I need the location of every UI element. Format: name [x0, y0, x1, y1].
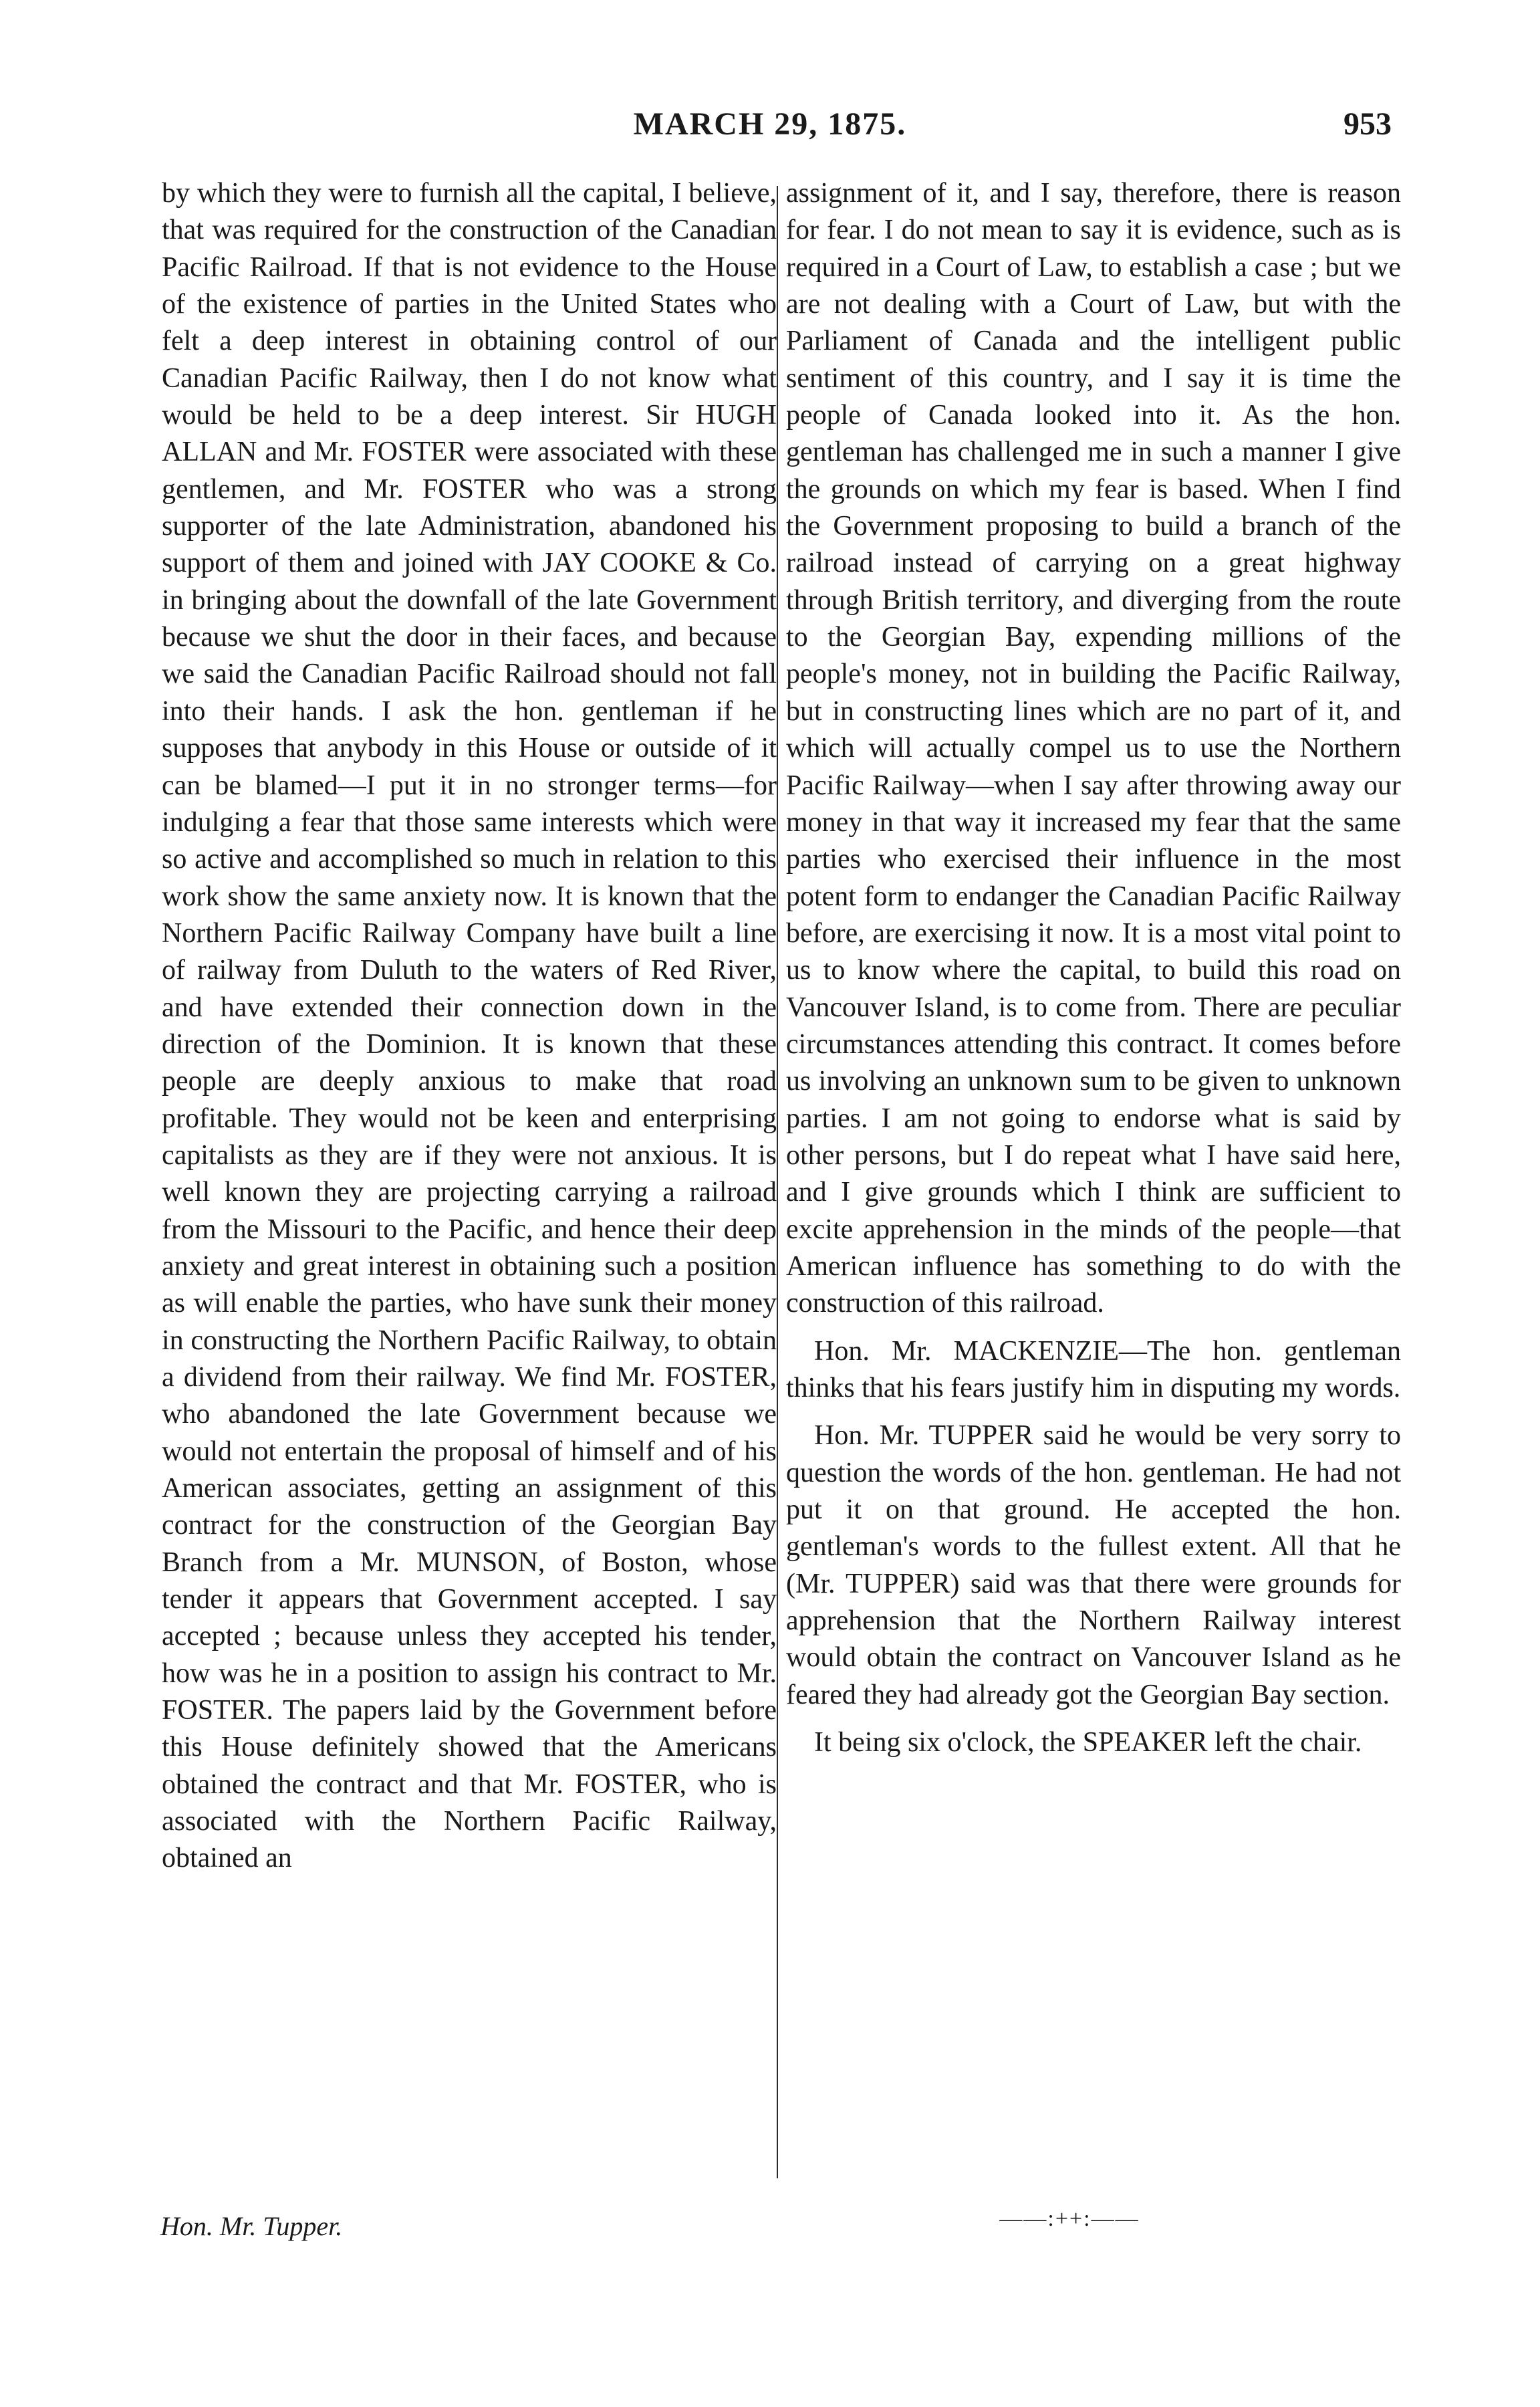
section-separator: ——:++:—— [999, 2206, 1140, 2231]
header-date: MARCH 29, 1875. [633, 106, 907, 142]
right-paragraph-3: Hon. Mr. TUPPER said he would be very sorry to question the words of the hon. gentleman. He had not put it on that ground. He accepted the hon. gentleman's words to the fullest extent. All that he (Mr. TUPPER) said was that there were grounds for apprehension that the Northern Railway interest would obtain the contract on Vancouver Island as he feared they had already got the Georgian Bay section. [786, 1420, 1401, 1710]
right-paragraph-4: It being six o'clock, the SPEAKER left the chair. [814, 1727, 1362, 1758]
speaker-footer: Hon. Mr. Tupper. [160, 2211, 343, 2241]
column-rule [777, 186, 778, 2178]
right-paragraph-2: Hon. Mr. MACKENZIE—The hon. gentleman thinks that his fears justify him in disputing my words. [786, 1335, 1401, 1403]
left-paragraph-1: by which they were to furnish all the capital, I believe, that was required for the construction of the Canadian Pacific Railroad. If that is not evidence to the House of the existence of parties in the United States who felt a deep interest in obtaining control of our Canadian Pacific Railway, then I do not know what would be held to be a deep interest. Sir HUGH ALLAN and Mr. FOSTER were associated with these gentlemen, and Mr. FOSTER who was a strong supporter of the late Administration, abandoned his support of them and joined with JAY COOKE & Co. in bringing about the downfall of the late Government because we shut the door in their faces, and because we said the Canadian Pacific Railroad should not fall into their hands. I ask the hon. gentleman if he supposes that anybody in this House or outside of it can be blamed—I put it in no stronger terms—for indulging a fear that those same interests which were so active and accomplished so much in relation to this work show the same anxiety now. It is known that the Northern Pacific Railway Company have built a line of railway from Duluth to the waters of Red River, and have extended their connection down in the direction of the Dominion. It is known that these people are deeply anxious to make that road profitable. They would not be keen and enterprising capitalists as they are if they were not anxious. It is well known they are projecting carrying a railroad from the Missouri to the Pacific, and hence their deep anxiety and great interest in obtaining such a position as will enable the parties, who have sunk their money in constructing the Northern Pacific Railway, to obtain a dividend from their railway. We find Mr. FOSTER, who abandoned the late Government because we would not entertain the proposal of himself and of his American associates, getting an assignment of this contract for the construction of the Georgian Bay Branch from a Mr. MUNSON, of Boston, whose tender it appears that Government accepted. I say accepted ; because unless they accepted his tender, how was he in a position to assign his contract to Mr. FOSTER. The papers laid by the Government before this House definitely showed that the Americans obtained the contract and that Mr. FOSTER, who is associated with the Northern Pacific Railway, obtained an [162, 178, 777, 1874]
right-column [786, 175, 1401, 1761]
right-paragraph-1: assignment of it, and I say, therefore, there is reason for fear. I do not mean to say it is evidence, such as is required in a Court of Law, to establish a case ; but we are not dealing with a Court of Law, but with the Parliament of Canada and the intelligent public sentiment of this country, and I say it is time the people of Canada looked into it. As the hon. gentleman has challenged me in such a manner I give the grounds on which my fear is based. When I find the Government proposing to build a branch of the railroad instead of carrying on a great highway through British territory, and diverging from the route to the Georgian Bay, expending millions of the people's money, not in building the Pacific Railway, but in constructing lines which are no part of it, and which will actually compel us to use the Northern Pacific Railway—when I say after throwing away our money in that way it increased my fear that the same parties who exercised their influence in the most potent form to endanger the Canadian Pacific Railway before, are exercising it now. It is a most vital point to us to know where the capital, to build this road on Vancouver Island, is to come from. There are peculiar circumstances attending this contract. It comes before us involving an unknown sum to be given to unknown parties. I am not going to endorse what is said by other persons, but I do repeat what I have said here, and I give grounds which I think are sufficient to excite apprehension in the minds of the people—that American influence has something to do with the construction of this railroad. [786, 178, 1401, 1319]
left-column [162, 175, 777, 1877]
page-number: 953 [1343, 106, 1392, 142]
page-header [0, 0, 1540, 160]
